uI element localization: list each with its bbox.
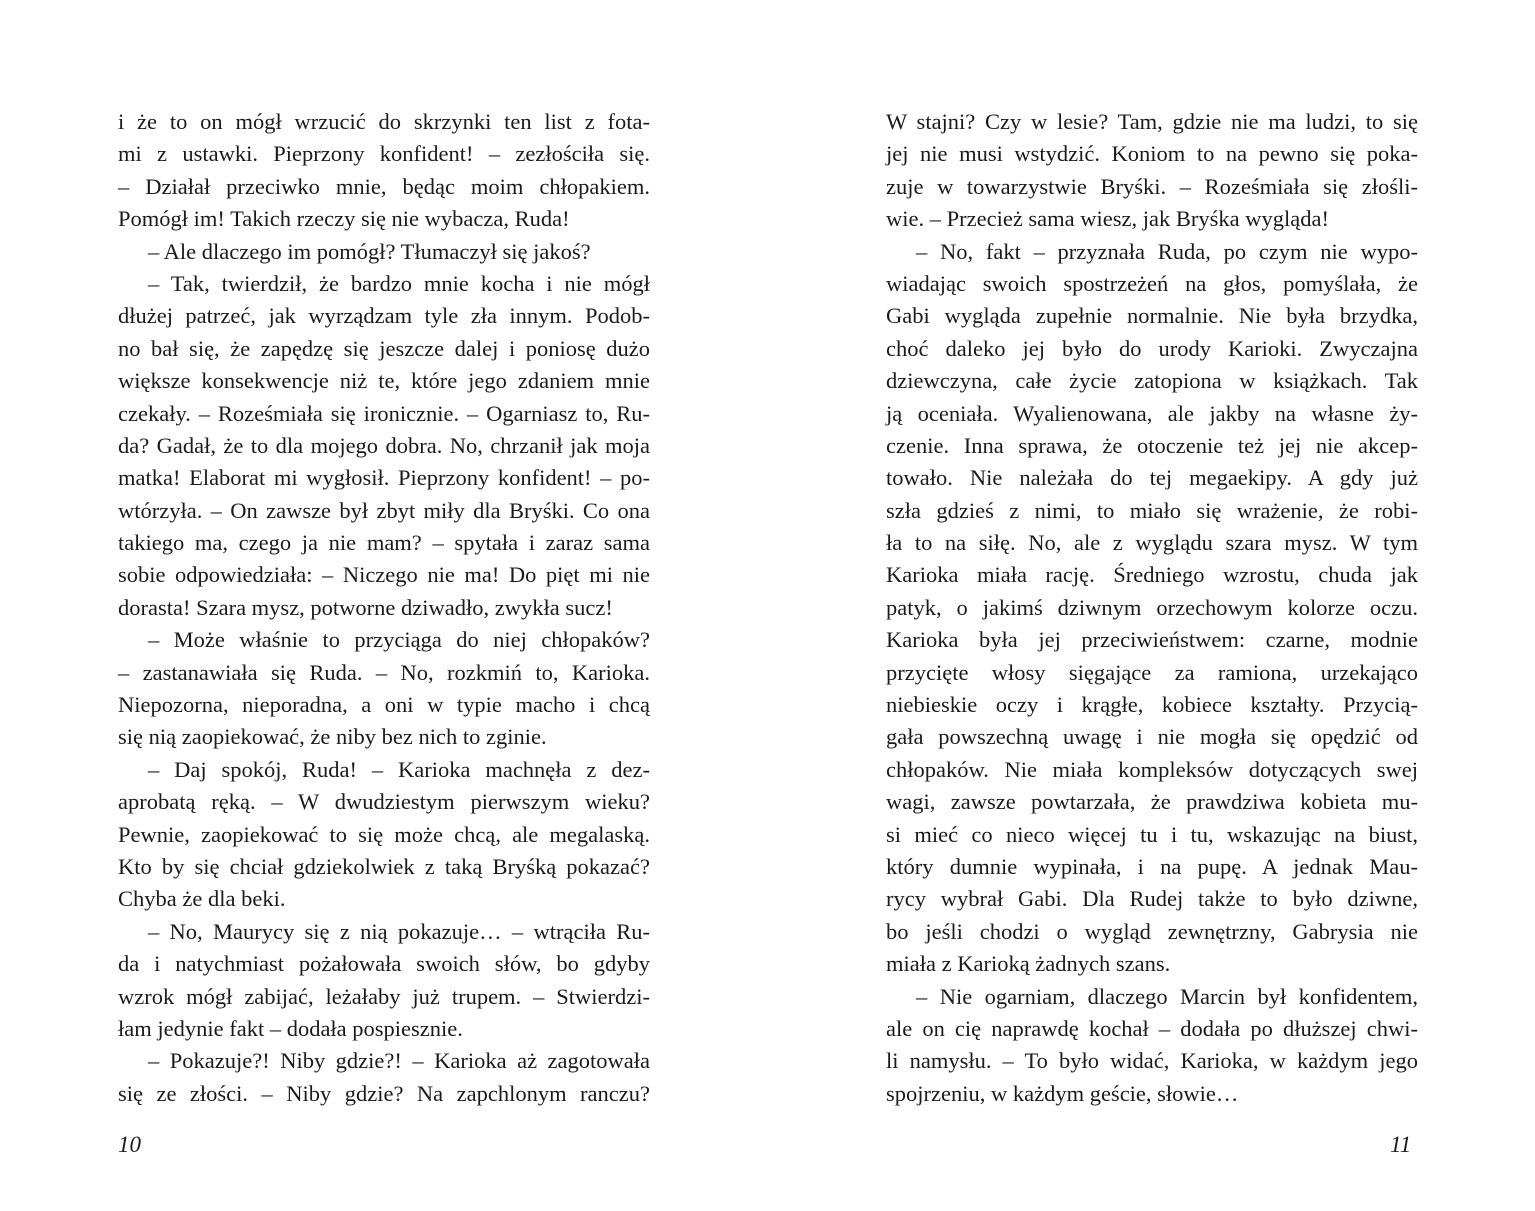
text-line: ją oceniała. Wyalienowana, ale jakby na własne ży- xyxy=(886,400,1418,426)
text-line: czenie. Inna sprawa, że otoczenie też jej nie akcep- xyxy=(886,432,1418,458)
text-line: miała z Karioką żadnych szans. xyxy=(886,951,1171,977)
text-line: Kto by się chciał gdziekolwiek z taką Bryśką pokazać? xyxy=(118,853,650,879)
text-line: Pomógł im! Takich rzeczy się nie wybacza, Ruda! xyxy=(118,206,570,232)
text-line: – Nie ogarniam, dlaczego Marcin był konfidentem, xyxy=(916,983,1418,1009)
text-line: bo jeśli chodzi o wygląd zewnętrzny, Gabrysia nie xyxy=(886,918,1418,944)
text-line: Niepozorna, nieporadna, a oni w typie macho i chcą xyxy=(118,692,650,718)
right-page-text xyxy=(886,106,1418,1110)
text-line: – zastanawiała się Ruda. – No, rozkmiń to, Karioka. xyxy=(118,659,650,685)
text-line: większe konsekwencje niż te, które jego zdaniem mnie xyxy=(118,368,650,394)
text-line: no bał się, że zapędzę się jeszcze dalej i poniosę dużo xyxy=(118,335,650,361)
text-line: Chyba że dla beki. xyxy=(118,886,286,912)
text-line: Gabi wygląda zupełnie normalnie. Nie była brzydka, xyxy=(886,303,1418,329)
text-line: mi z ustawki. Pieprzony konfident! – zezłościła się. xyxy=(118,141,650,167)
text-line: dorasta! Szara mysz, potworne dziwadło, zwykła sucz! xyxy=(118,594,613,620)
text-line: się ze złości. – Niby gdzie? Na zapchlonym ranczu? xyxy=(118,1080,650,1106)
text-line: Pewnie, zaopiekować to się może chcą, ale megalaską. xyxy=(118,821,650,847)
text-line: wagi, zawsze powtarzała, że prawdziwa kobieta mu- xyxy=(886,789,1418,815)
text-line: wzrok mógł zabijać, leżałaby już trupem. – Stwierdzi- xyxy=(118,983,650,1009)
text-line: niebieskie oczy i krągłe, kobiece kształty. Przycią- xyxy=(886,692,1418,718)
text-line: który dumnie wypinała, i na pupę. A jednak Mau- xyxy=(886,853,1418,879)
text-line: ła to na siłę. No, ale z wyglądu szara mysz. W tym xyxy=(886,530,1418,556)
text-line: – Daj spokój, Ruda! – Karioka machnęła z dez- xyxy=(148,756,650,782)
right-page-number: 11 xyxy=(1390,1132,1412,1157)
text-line: gała powszechną uwagę i nie mogła się opędzić od xyxy=(886,724,1418,750)
text-line: matka! Elaborat mi wygłosił. Pieprzony konfident! – po- xyxy=(118,465,650,491)
text-line: wie. – Przecież sama wiesz, jak Bryśka wygląda! xyxy=(886,206,1329,232)
text-line: – Ale dlaczego im pomógł? Tłumaczył się jakoś? xyxy=(148,238,591,264)
text-line: dziewczyna, całe życie zatopiona w książkach. Tak xyxy=(886,368,1418,394)
text-line: patyk, o jakimś dziwnym orzechowym kolorze oczu. xyxy=(886,594,1418,620)
text-line: i że to on mógł wrzucić do skrzynki ten list z fota- xyxy=(118,109,650,134)
text-line: szła gdzieś z nimi, to miało się wrażenie, że robi- xyxy=(886,497,1418,523)
text-line: – Działał przeciwko mnie, będąc moim chłopakiem. xyxy=(118,173,650,199)
text-line: zuje w towarzystwie Bryśki. – Roześmiała się złośli- xyxy=(886,173,1418,199)
text-line: spojrzeniu, w każdym geście, słowie… xyxy=(886,1080,1239,1106)
text-line: – No, fakt – przyznała Ruda, po czym nie wypo- xyxy=(916,238,1418,264)
text-line: si mieć co nieco więcej tu i tu, wskazując na biust, xyxy=(886,821,1418,847)
text-line: choć daleko jej było do urody Karioki. Zwyczajna xyxy=(886,335,1418,361)
text-line: – No, Maurycy się z nią pokazuje… – wtrąciła Ru- xyxy=(148,918,650,944)
text-line: wiadając swoich spostrzeżeń na głos, pomyślała, że xyxy=(886,270,1418,296)
text-line: W stajni? Czy w lesie? Tam, gdzie nie ma ludzi, to się xyxy=(886,109,1418,134)
text-line: dłużej patrzeć, jak wyrządzam tyle zła innym. Podob- xyxy=(118,303,650,329)
text-line: chłopaków. Nie miała kompleksów dotyczących swej xyxy=(886,756,1418,782)
text-line: takiego ma, czego ja nie mam? – spytała i zaraz sama xyxy=(118,530,650,556)
text-line: towało. Nie należała do tej megaekipy. A gdy już xyxy=(886,465,1418,491)
text-line: przycięte włosy sięgające za ramiona, urzekająco xyxy=(886,659,1418,685)
text-line: się nią zaopiekować, że niby bez nich to zginie. xyxy=(118,724,547,750)
left-page-number: 10 xyxy=(118,1132,141,1157)
text-line: – Tak, twierdził, że bardzo mnie kocha i nie mógł xyxy=(148,270,650,296)
text-line: Karioka była jej przeciwieństwem: czarne, modnie xyxy=(886,627,1418,653)
text-line: aprobatą ręką. – W dwudziestym pierwszym wieku? xyxy=(118,789,650,815)
text-line: jej nie musi wstydzić. Koniom to na pewno się poka- xyxy=(886,141,1418,167)
text-line: sobie odpowiedziała: – Niczego nie ma! Do pięt mi nie xyxy=(118,562,650,588)
text-line: da? Gadał, że to dla mojego dobra. No, chrzanił jak moja xyxy=(118,432,650,458)
text-line: wtórzyła. – On zawsze był zbyt miły dla Bryśki. Co ona xyxy=(118,497,650,523)
text-line: li namysłu. – To było widać, Karioka, w każdym jego xyxy=(886,1048,1418,1074)
text-line: Karioka miała rację. Średniego wzrostu, chuda jak xyxy=(886,562,1418,588)
text-line: – Pokazuje?! Niby gdzie?! – Karioka aż zagotowała xyxy=(148,1048,650,1074)
text-line: da i natychmiast pożałowała swoich słów, bo gdyby xyxy=(118,951,650,977)
text-line: rycy wybrał Gabi. Dla Rudej także to było dziwne, xyxy=(886,886,1418,912)
text-line: ale on cię naprawdę kochał – dodała po dłuższej chwi- xyxy=(886,1015,1418,1041)
text-line: łam jedynie fakt – dodała pospiesznie. xyxy=(118,1015,463,1041)
text-line: czekały. – Roześmiała się ironicznie. – Ogarniasz to, Ru- xyxy=(118,400,650,426)
left-page-text xyxy=(118,106,650,1110)
text-line: – Może właśnie to przyciąga do niej chłopaków? xyxy=(148,627,650,653)
